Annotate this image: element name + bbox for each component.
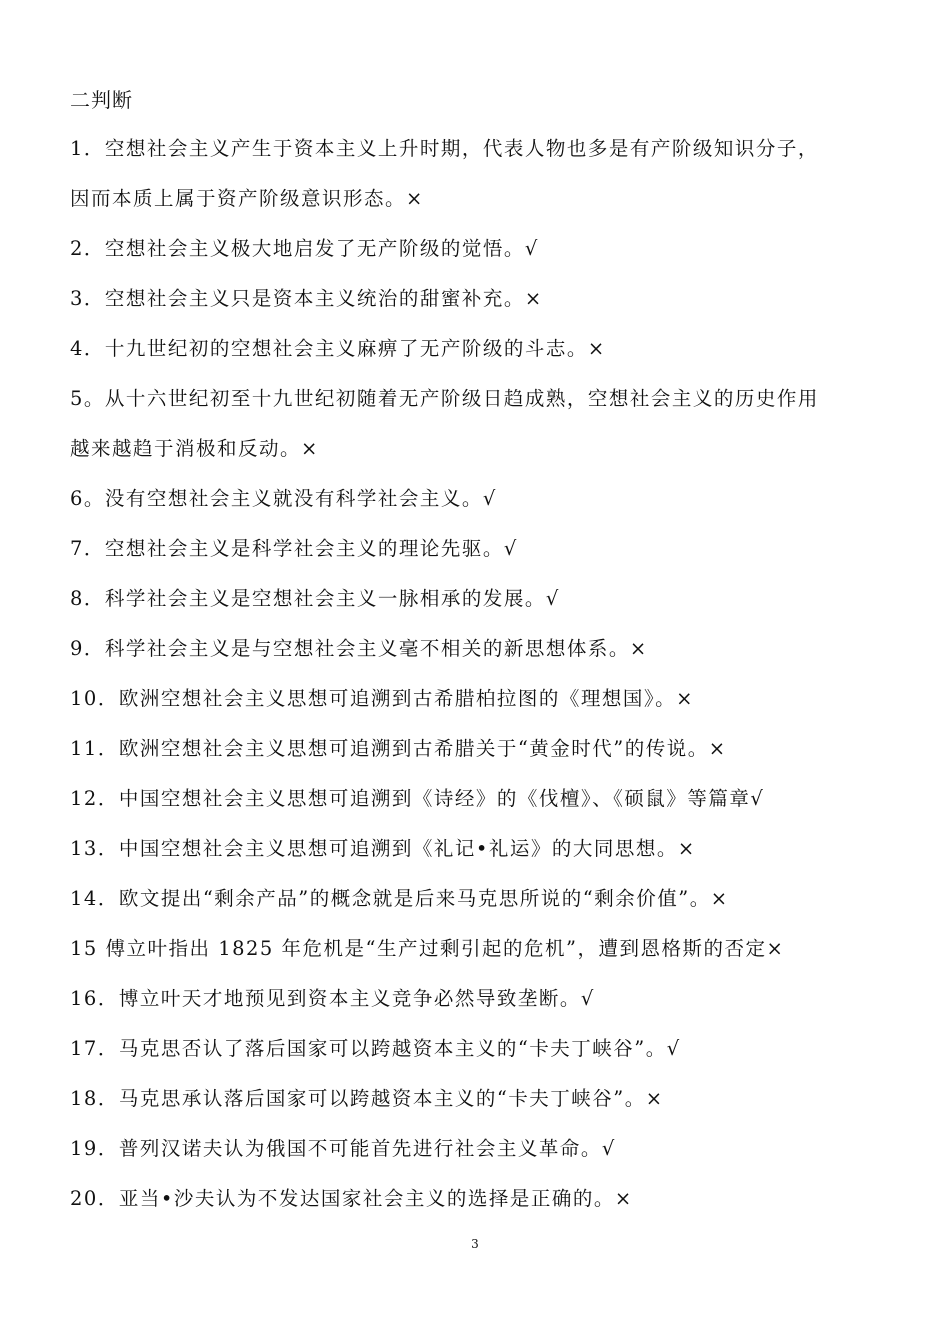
item-12: 12．中国空想社会主义思想可追溯到《诗经》的《伐檀》、《硕鼠》等篇章√ [70,787,765,810]
item-9: 9．科学社会主义是与空想社会主义毫不相关的新思想体系。× [70,637,648,660]
item-2: 2．空想社会主义极大地启发了无产阶级的觉悟。√ [70,237,539,260]
item-1-line-1: 1．空想社会主义产生于资本主义上升时期，代表人物也多是有产阶级知识分子， [70,137,819,160]
item-15: 15 傅立叶指出 1825 年危机是“生产过剩引起的危机”，遭到恩格斯的否定× [70,937,785,960]
item-20: 20．亚当•沙夫认为不发达国家社会主义的选择是正确的。× [70,1187,633,1210]
item-5-line-2: 越来越趋于消极和反动。× [70,437,319,460]
item-5-line-1: 5。从十六世纪初至十九世纪初随着无产阶级日趋成熟，空想社会主义的历史作用 [70,387,819,410]
item-8: 8．科学社会主义是空想社会主义一脉相承的发展。√ [70,587,560,610]
item-18: 18．马克思承认落后国家可以跨越资本主义的“卡夫丁峡谷”。× [70,1087,664,1110]
item-16: 16．博立叶天才地预见到资本主义竞争必然导致垄断。√ [70,987,595,1010]
item-3: 3．空想社会主义只是资本主义统治的甜蜜补充。× [70,287,543,310]
item-14: 14．欧文提出“剩余产品”的概念就是后来马克思所说的“剩余价值”。× [70,887,729,910]
item-4: 4．十九世纪初的空想社会主义麻痹了无产阶级的斗志。× [70,337,606,360]
item-17: 17．马克思否认了落后国家可以跨越资本主义的“卡夫丁峡谷”。√ [70,1037,681,1060]
item-13: 13．中国空想社会主义思想可追溯到《礼记•礼运》的大同思想。× [70,837,696,860]
section-title: 二判断 [70,88,133,112]
page-number: 3 [471,1237,479,1251]
item-11: 11．欧洲空想社会主义思想可追溯到古希腊关于“黄金时代”的传说。× [70,737,727,760]
item-19: 19．普列汉诺夫认为俄国不可能首先进行社会主义革命。√ [70,1137,616,1160]
item-6: 6。没有空想社会主义就没有科学社会主义。√ [70,487,497,510]
item-1-line-2: 因而本质上属于资产阶级意识形态。× [70,187,424,210]
item-10: 10．欧洲空想社会主义思想可追溯到古希腊柏拉图的《理想国》。× [70,687,694,710]
item-7: 7．空想社会主义是科学社会主义的理论先驱。√ [70,537,518,560]
